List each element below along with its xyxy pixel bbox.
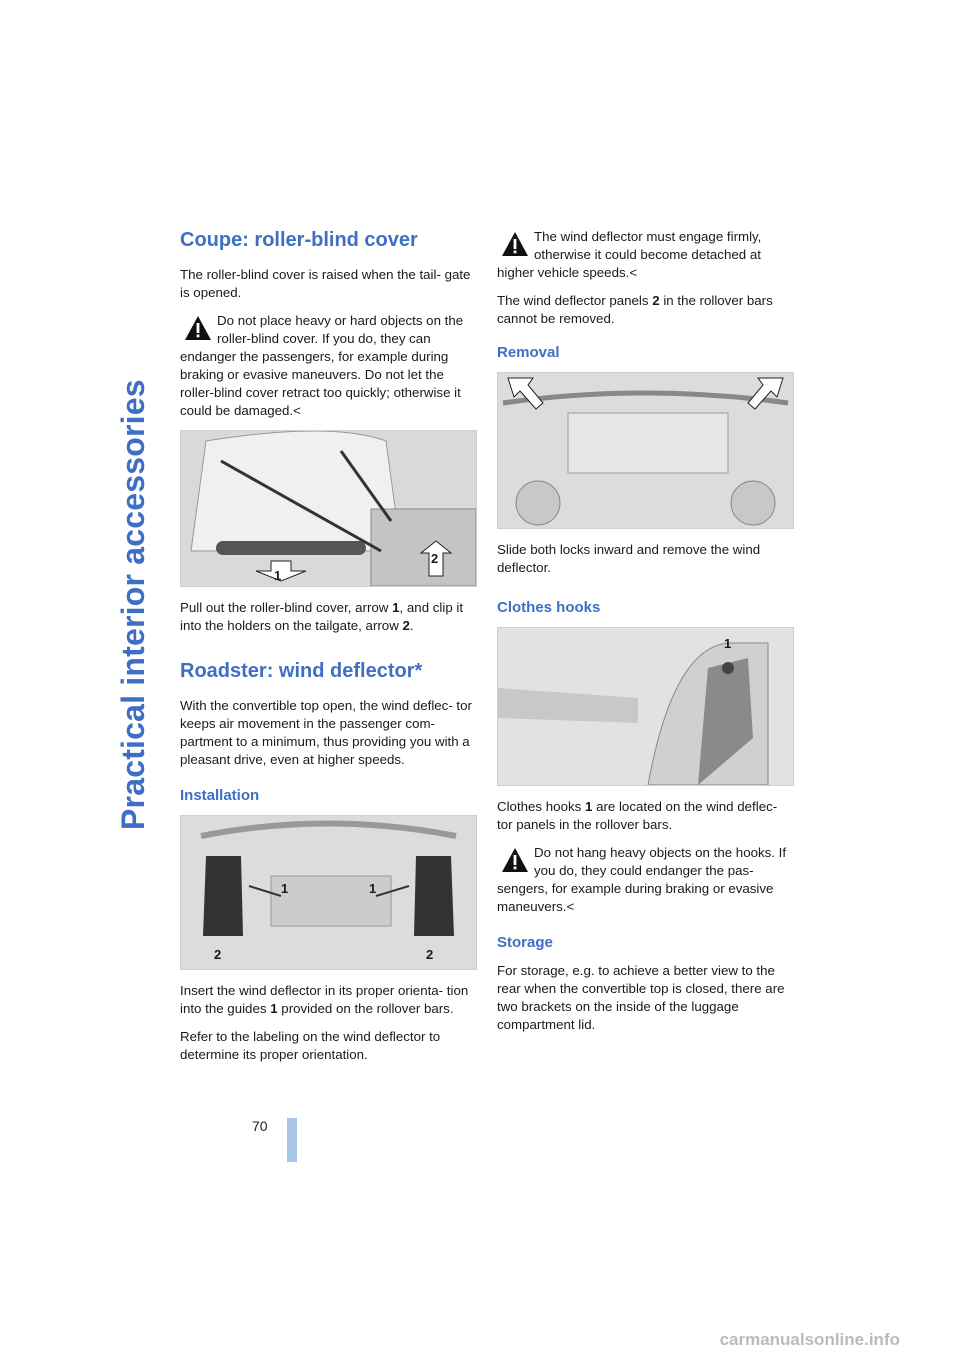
storage-text: For storage, e.g. to achieve a better view to the rear when the convertible top is closed, there are two brackets on the inside of the luggage compartment lid. <box>497 963 785 1032</box>
hooks-warning <box>497 844 792 916</box>
install-label-1a: 1 <box>281 881 289 896</box>
page-tab-marker <box>287 1118 297 1162</box>
coupe-instruction <box>180 599 475 635</box>
storage-heading: Storage <box>497 934 553 951</box>
warning-continued: higher vehicle speeds.< <box>497 265 638 280</box>
hooks-1-ref: 1 <box>584 799 593 814</box>
figure-label-2: 2 <box>431 551 439 566</box>
left-column <box>180 228 475 1074</box>
installation-figure <box>180 815 477 970</box>
panels-2-ref: 2 <box>652 293 660 308</box>
coupe-warning <box>180 312 475 420</box>
clothes-hooks-heading: Clothes hooks <box>497 599 601 616</box>
warning-icon <box>184 315 212 341</box>
coupe-heading: Coupe: roller-blind cover <box>180 229 418 251</box>
roller-blind-figure <box>180 430 477 587</box>
clothes-hooks-text <box>497 798 792 834</box>
installation-text-part: provided on the rollover bars. <box>277 1001 454 1016</box>
deflector-warning <box>497 228 792 282</box>
hooks-text-part: Clothes hooks <box>497 799 585 814</box>
removal-figure <box>497 372 794 529</box>
figure-label-1: 1 <box>274 568 282 583</box>
section-title-text: Practical interior accessories <box>115 379 151 830</box>
guides-1-ref: 1 <box>270 1001 278 1016</box>
installation-text <box>180 982 475 1018</box>
coupe-intro: The roller-blind cover is raised when the tail- gate is opened. <box>180 267 471 300</box>
removal-heading: Removal <box>497 344 560 361</box>
warning-icon <box>501 231 529 257</box>
warning-continued: endanger the passengers, for example during braking or evasive maneuvers. Do not let the roller-blind cover retract too quickly; otherwise it could be damaged.< <box>180 349 461 418</box>
instruction-text: . <box>409 618 414 633</box>
sidebar-section-title <box>113 30 173 1130</box>
instruction-text: , and clip it into the holders on the tailgate, arrow <box>180 600 464 633</box>
panels-text <box>497 292 792 328</box>
watermark: carmanualsonline.info <box>719 1330 900 1349</box>
roadster-intro: With the convertible top open, the wind deflec- tor keeps air movement in the passenger com- partment to a minimum, thus providing you with a pleasant drive, even at higher speeds. <box>180 698 472 767</box>
hook-label-1: 1 <box>724 636 732 651</box>
panels-text-part: The wind deflector panels <box>497 293 653 308</box>
removal-text: Slide both locks inward and remove the wind deflector. <box>497 542 761 575</box>
warning-first-line: Do not place heavy or hard objects on the roller-blind cover. If you do, they can <box>217 313 464 346</box>
right-column <box>497 228 792 1044</box>
hooks-text-part: are located on the wind deflec- tor panels in the rollover bars. <box>497 799 778 832</box>
roadster-heading: Roadster: wind deflector* <box>180 660 423 682</box>
warning-icon <box>501 847 529 873</box>
installation-text-part: Insert the wind deflector in its proper orienta- tion into the guides <box>180 983 469 1016</box>
install-label-1b: 1 <box>369 881 377 896</box>
arrow-2-ref: 2 <box>402 618 410 633</box>
clothes-hooks-figure <box>497 627 794 786</box>
install-label-2b: 2 <box>426 947 434 962</box>
installation-heading: Installation <box>180 787 260 804</box>
panels-text-part: in the rollover bars cannot be removed. <box>497 293 773 326</box>
arrow-1-ref: 1 <box>392 600 400 615</box>
installation-text-2: Refer to the labeling on the wind deflector to determine its proper orientation. <box>180 1029 441 1062</box>
page-number: 70 <box>252 1118 268 1134</box>
warning-first-line: Do not hang heavy objects on the hooks. If you do, they could endanger the pas- <box>534 845 787 878</box>
instruction-text: Pull out the roller-blind cover, arrow <box>180 600 393 615</box>
install-label-2a: 2 <box>214 947 222 962</box>
warning-first-line: The wind deflector must engage firmly, otherwise it could become detached at <box>534 229 762 262</box>
warning-continued: sengers, for example during braking or evasive maneuvers.< <box>497 881 774 914</box>
